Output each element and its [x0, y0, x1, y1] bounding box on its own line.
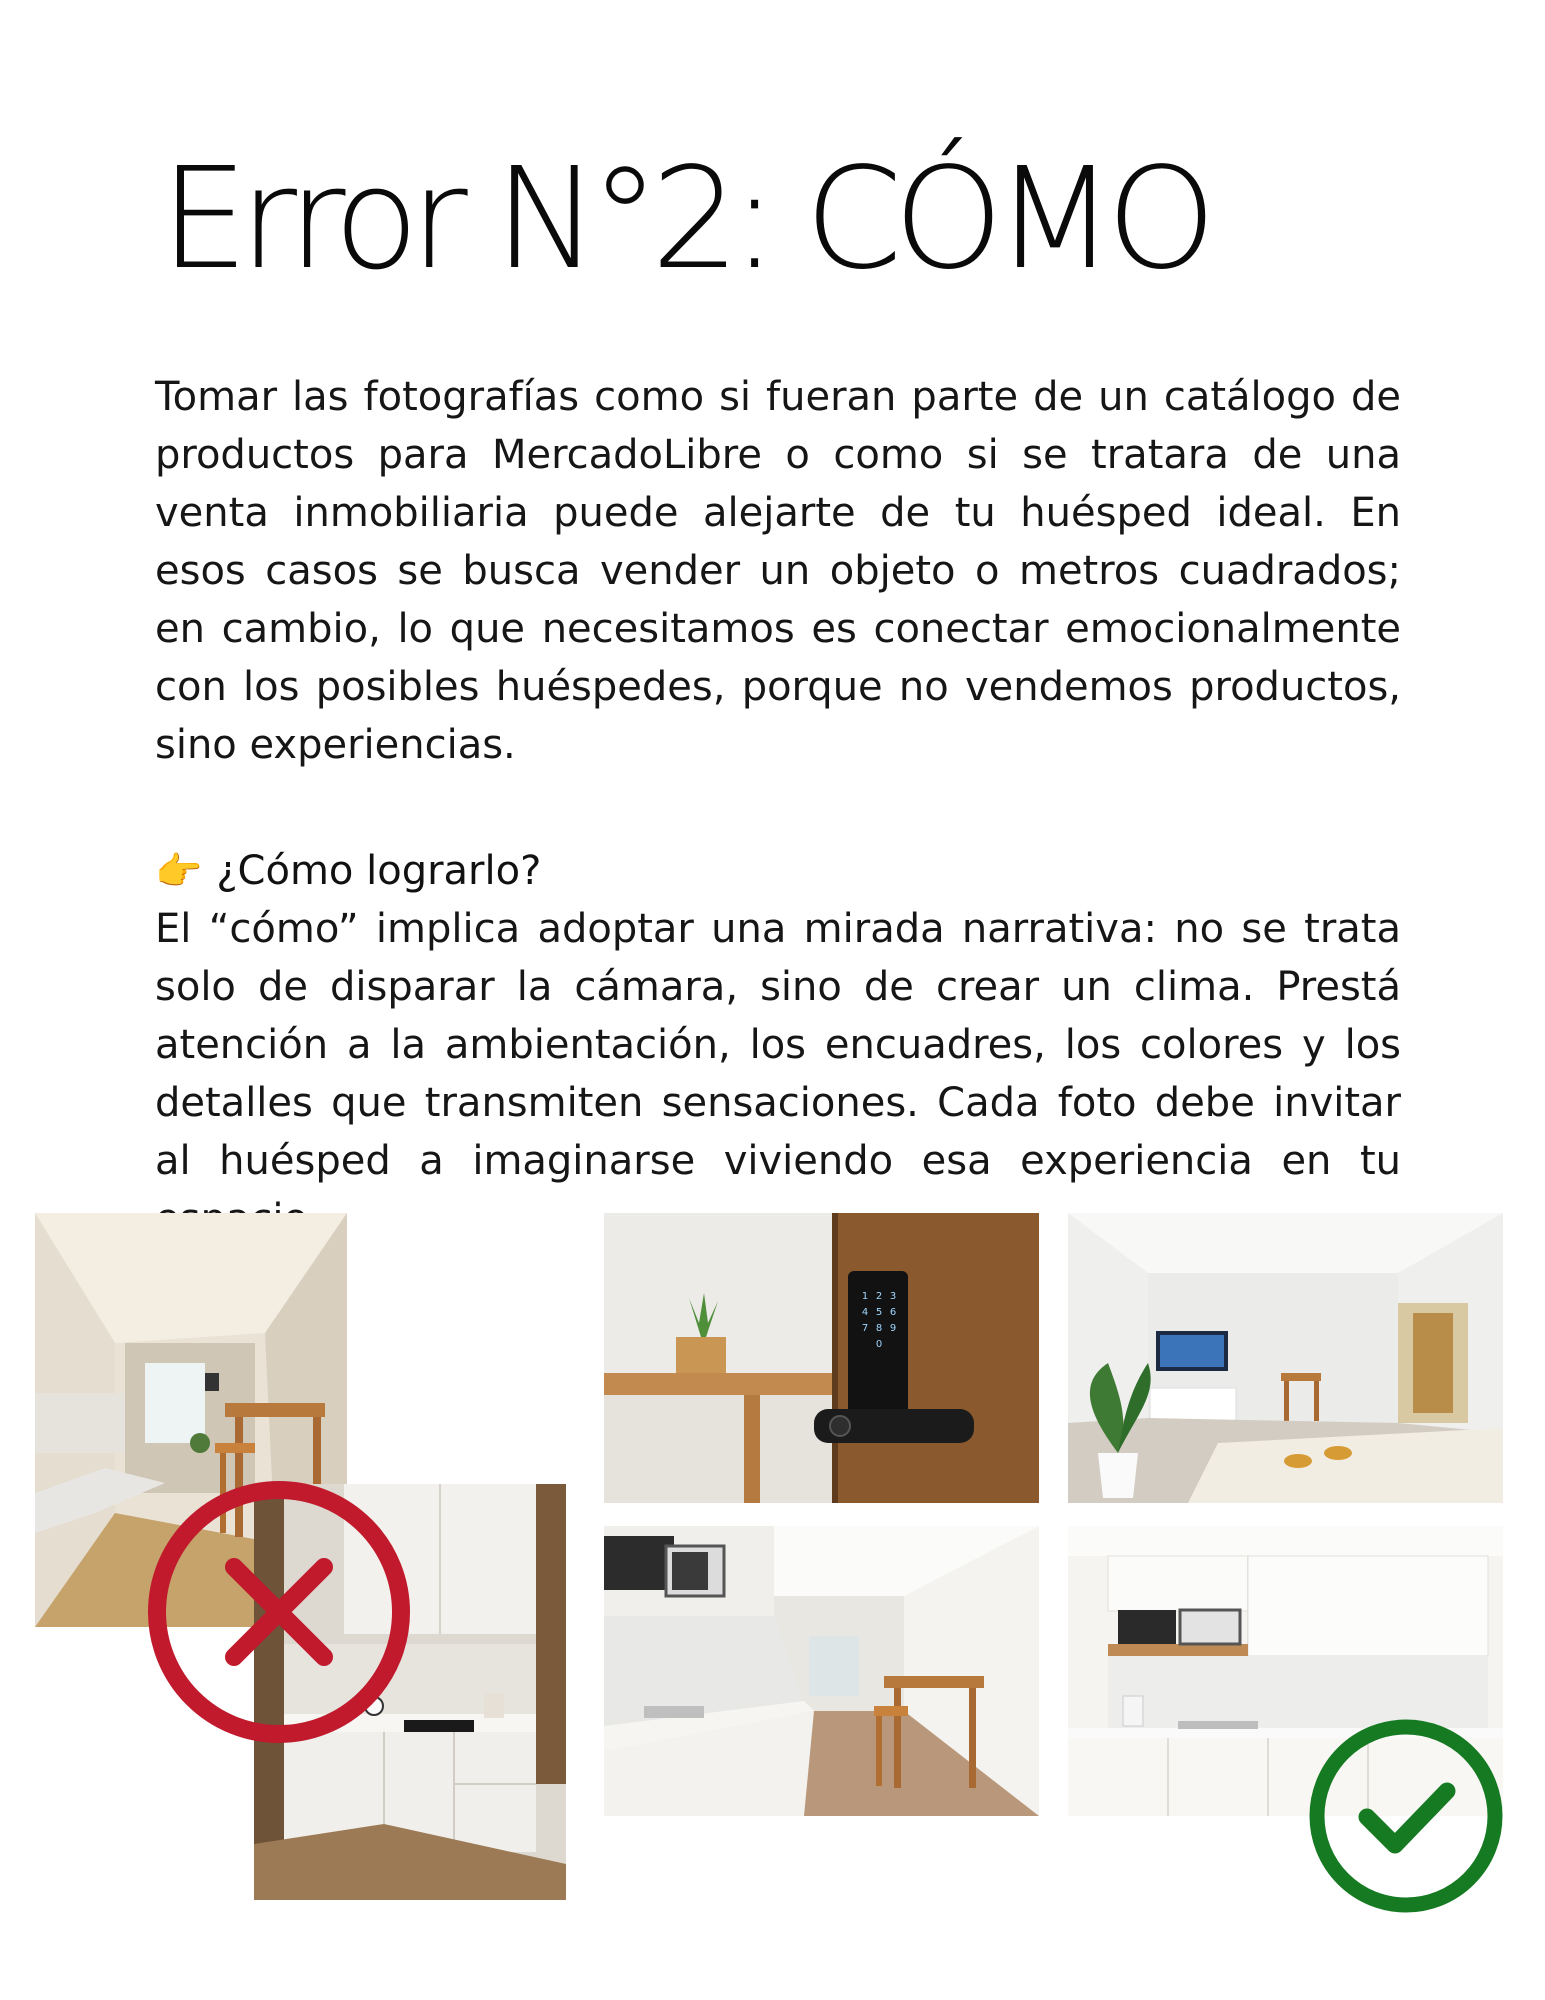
svg-text:2: 2	[875, 1291, 883, 1302]
good-photo-bedroom	[1068, 1213, 1503, 1503]
intro-paragraph: Tomar las fotografías como si fueran parte de un catálogo de productos para MercadoLibre o como si se tratara de una venta inmobiliaria puede alejarte de tu huésped ideal. En esos casos se busca vender un objeto o metros cuadrados; en cambio, lo que necesitamos es conectar emocionalmente con los posibles huéspedes, porque no vendemos productos, sino experiencias.	[155, 374, 1401, 768]
wrong-x-icon	[146, 1479, 412, 1745]
svg-text:6: 6	[889, 1307, 897, 1318]
how-heading	[155, 842, 541, 900]
good-photo-smart-lock	[604, 1213, 1039, 1503]
good-photo-kitchen-corridor	[604, 1526, 1039, 1816]
page-title: Error N°2: CÓMO	[160, 138, 1208, 301]
right-check-icon	[1307, 1717, 1505, 1915]
svg-text:0: 0	[875, 1339, 883, 1350]
svg-text:1: 1	[861, 1291, 869, 1302]
how-paragraph: El “cómo” implica adoptar una mirada narrativa: no se trata solo de disparar la cámara, sino de crear un clima. Prestá atención a la ambientación, los encuadres, los colores y los detalles que transmiten sensaciones. Cada foto debe invitar al huésped a imaginarse viviendo esa experiencia en tu	[155, 906, 1401, 1184]
svg-text:7: 7	[861, 1323, 869, 1334]
svg-text:4: 4	[861, 1307, 869, 1318]
how-heading-text: ¿Cómo lograrlo?	[216, 848, 542, 894]
svg-text:9: 9	[889, 1323, 897, 1334]
svg-text:3: 3	[889, 1291, 897, 1302]
svg-text:8: 8	[875, 1323, 883, 1334]
svg-text:5: 5	[875, 1307, 883, 1318]
pointing-hand-icon: 👉	[155, 849, 203, 893]
